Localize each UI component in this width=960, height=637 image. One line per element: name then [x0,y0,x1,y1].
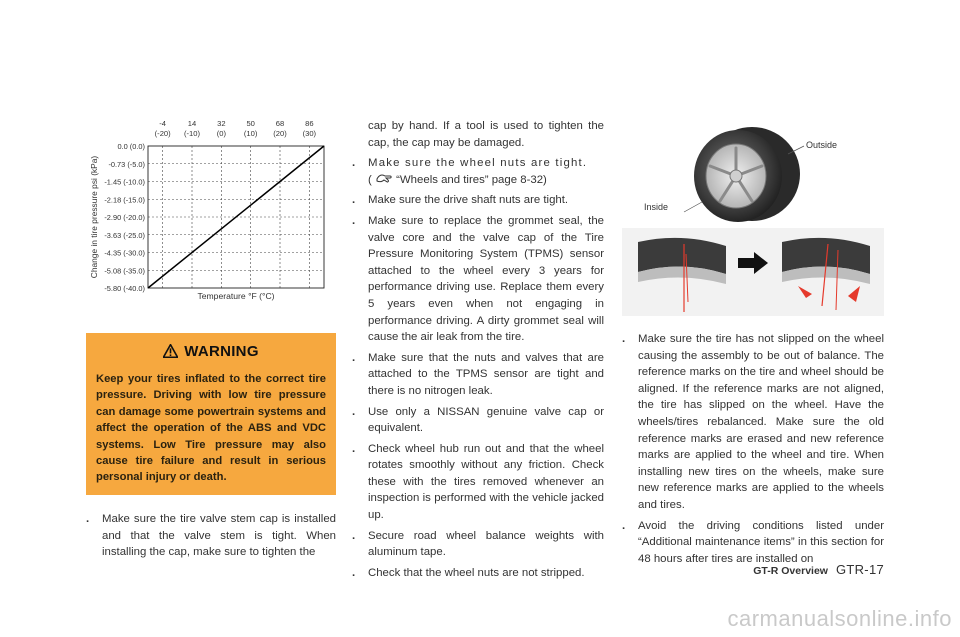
list-item [622,518,884,568]
tire-reference-mark-illustration [622,124,884,316]
page-footer [753,562,884,577]
chart-x-tick-label: (10) [243,129,258,138]
chart-x-tick-label: (-10) [183,129,201,138]
list-item [352,192,604,209]
page-reference-icon [375,172,393,185]
chart-svg [86,116,336,306]
chart-x-tick-label: 86 [305,119,314,128]
chart-x-ticks [155,119,317,138]
list-item-text: Avoid the driving conditions listed under “Additional maintenance items” in this section for 48 hours after tires are installed on [638,519,884,565]
chart-x-tick-label: (0) [216,129,226,138]
chart-x-tick-label: 68 [275,119,285,128]
nuts-tight-text: Make sure the wheel nuts are tight. [368,157,588,170]
ref-open-paren: ( [368,173,372,186]
list-item-text: Make sure the drive shaft nuts are tight. [368,194,569,207]
chart-y-tick-label: -3.63 (-25.0) [104,230,145,240]
tire-illustration-svg [622,124,884,316]
chart-y-tick-label: -5.08 (-35.0) [104,266,145,276]
chart-y-tick-label: -2.18 (-15.0) [104,195,145,205]
chart-y-tick-label: -2.90 (-20.0) [104,213,145,222]
list-item [352,213,604,346]
warning-icon [163,344,178,358]
list-item [352,441,604,524]
chart-x-tick-label: 50 [246,119,255,128]
chart-x-tick-label: (30) [302,129,317,138]
chart-x-tick-label: 32 [217,119,226,128]
col1-bullet-list [86,511,336,565]
list-item-text: Make sure that the nuts and valves that are attached to the TPMS sensor are tight and there is no nitrogen leak. [368,351,604,397]
footer-section: GT-R Overview [753,565,828,577]
page-number: GTR-17 [835,562,884,577]
bullet-mark: . [352,442,356,455]
list-item [352,404,604,437]
chart-x-label: Temperature °F (°C) [197,291,275,301]
bullet-mark: . [352,529,356,542]
warning-title: WARNING [184,342,259,360]
outside-label: Outside [806,140,838,150]
warning-text: Keep your tires inflated to the correct tire pressure. Driving with low tire pressure can damage some powertrain systems and affect the operation of the ABS and VDC systems. Low Tire pressure may also cause tire failure and result in serious personal injury or death. [96,373,326,484]
chart-y-tick-label: 0.0 (0.0) [117,142,145,151]
tire-pressure-chart [86,116,336,306]
list-item-text: Secure road wheel balance weights with aluminum tape. [368,529,604,559]
list-item [352,565,604,582]
list-item-text: Make sure to replace the grommet seal, the valve core and the valve cap of the Tire Pressure Monitoring System (TPMS) sensor attached to the wheel every 3 years for performance driving use. Replace them every 5 years even when not engaging in performance driving. A dirty grommet seal will cause the air leak from the tire. [368,214,604,344]
list-item-text: Check wheel hub run out and that the wheel rotates smoothly without any friction. Check these with the tires removed whenever an inspection is performed with the vehicle jacked up. [368,442,604,522]
nuts-ref-text: “Wheels and tires” page 8-32) [396,173,547,186]
chart-y-tick-label: -0.73 (-5.0) [108,159,145,169]
bullet-mark: . [622,519,626,532]
bullet-mark: . [86,513,90,525]
chart-x-tick-label: -4 [159,119,167,128]
chart-y-label: Change in tire pressure psi (kPa) [89,155,99,279]
inside-label: Inside [644,202,669,212]
chart-x-tick-label: 14 [187,119,197,128]
bullet-mark: . [352,351,356,364]
chart-y-tick-label: -4.35 (-30.0) [104,248,145,258]
list-item [86,511,336,561]
list-item [352,155,604,188]
watermark: carmanualsonline.info [727,606,952,631]
col2-text [352,118,604,585]
warning-header [96,341,326,361]
list-item-text: Make sure the tire has not slipped on the wheel causing the assembly to be out of balance. The reference marks on the tire and wheel should be aligned. If the reference marks are not aligned, the tire has slipped on the wheel. Have the wheels/tires rebalanced. Make sure the old reference marks are erased and new reference marks are applied to the wheel and tire. When installing new tires on the wheels, make sure new reference marks are applied to the wheels and tires. [638,333,884,511]
list-item [352,528,604,561]
list-item [622,331,884,514]
chart-y-tick-label: -1.45 (-10.0) [104,177,145,187]
bullet-mark: . [352,566,356,579]
col3-bullet-list [622,331,884,571]
bullet-mark: . [352,405,356,418]
list-item-text: Use only a NISSAN genuine valve cap or equivalent. [368,405,604,435]
chart-y-tick-label: -5.80 (-40.0) [104,284,145,293]
list-item-text: Make sure the tire valve stem cap is installed and that the valve stem is tight. When installing the cap, make sure to tighten the [102,513,336,559]
list-item-text: Check that the wheel nuts are not stripped. [368,566,585,579]
bullet-mark: . [352,194,356,207]
chart-y-ticks [104,142,145,293]
bullet-mark: . [352,214,356,227]
chart-x-tick-label: (20) [273,129,287,138]
tire-icon [684,127,804,222]
bullet-mark: . [352,157,356,170]
chart-x-tick-label: (-20) [154,129,171,138]
list-item [352,350,604,400]
continuation-text: cap by hand. If a tool is used to tighten the cap, the cap may be damaged. [368,120,604,149]
warning-box [86,333,336,495]
bullet-mark: . [622,333,626,345]
